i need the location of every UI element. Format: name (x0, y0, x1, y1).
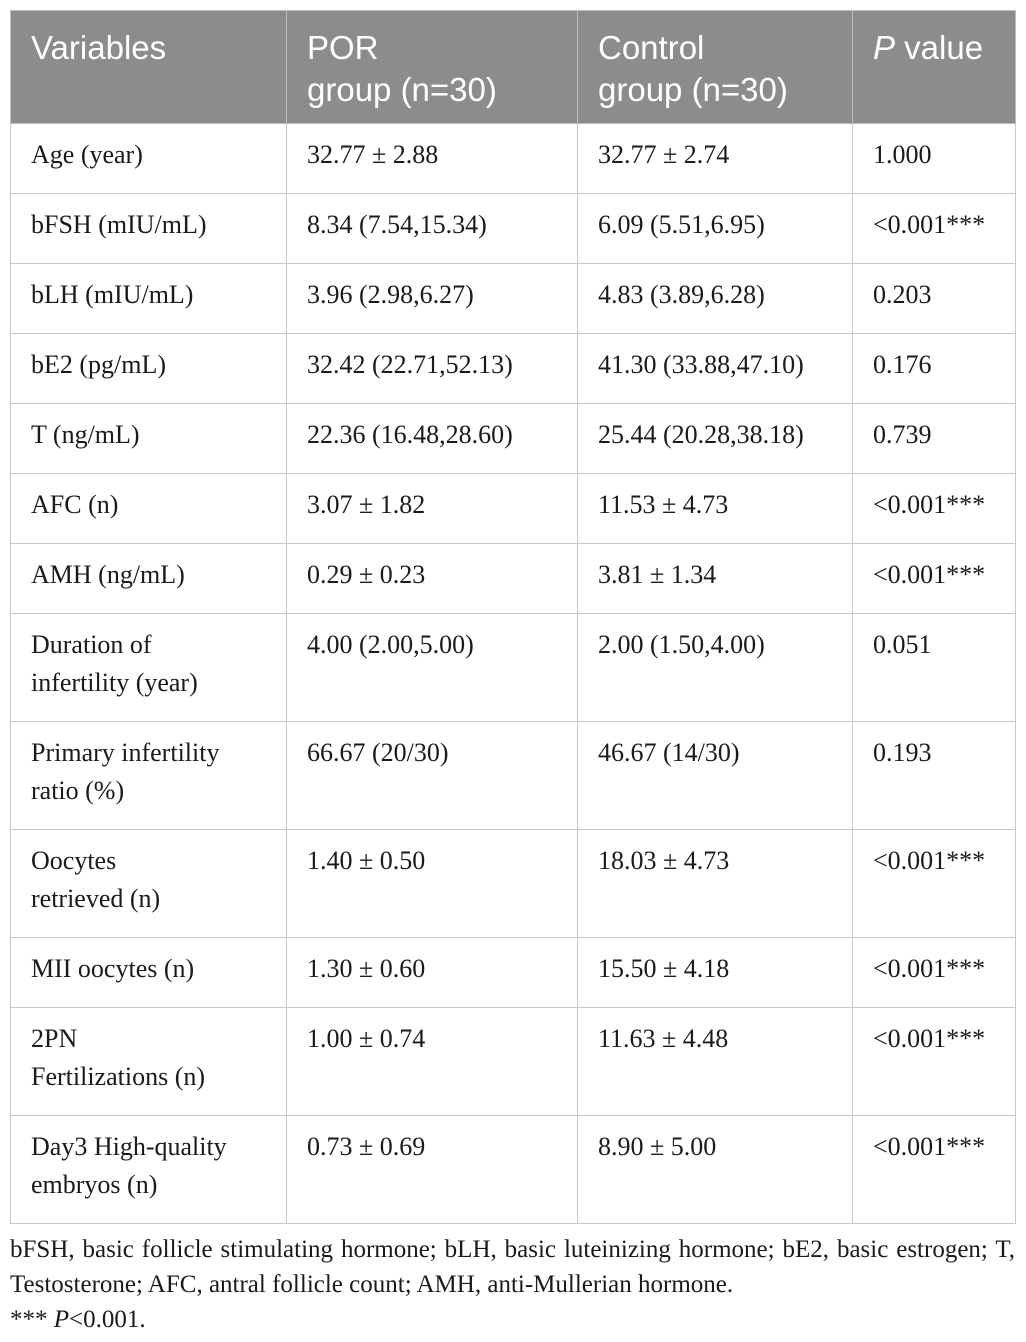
table-row (11, 194, 1016, 264)
cell-variable-line2: ratio (%) (31, 776, 125, 805)
cell-control: 25.44 (20.28,38.18) (578, 404, 853, 474)
cell-variable (11, 1116, 287, 1224)
cell-variable-line1: Duration of (31, 630, 152, 659)
cell-p-value: 0.176 (853, 334, 1016, 404)
cell-variable-line1: Oocytes (31, 846, 117, 875)
table-footnote (10, 1232, 1015, 1337)
cell-por: 8.34 (7.54,15.34) (287, 194, 578, 264)
cell-p-value: 0.051 (853, 614, 1016, 722)
cell-por: 0.73 ± 0.69 (287, 1116, 578, 1224)
cell-control: 6.09 (5.51,6.95) (578, 194, 853, 264)
cell-variable: bFSH (mIU/mL) (11, 194, 287, 264)
cell-control: 3.81 ± 1.34 (578, 544, 853, 614)
cell-control: 4.83 (3.89,6.28) (578, 264, 853, 334)
table-row (11, 1008, 1016, 1116)
cell-p-value: <0.001*** (853, 544, 1016, 614)
cell-variable: AMH (ng/mL) (11, 544, 287, 614)
cell-por: 1.30 ± 0.60 (287, 938, 578, 1008)
cell-por: 3.96 (2.98,6.27) (287, 264, 578, 334)
cell-control: 32.77 ± 2.74 (578, 124, 853, 194)
cell-p-value: 0.739 (853, 404, 1016, 474)
cell-por: 1.40 ± 0.50 (287, 830, 578, 938)
table-row (11, 938, 1016, 1008)
header-control-group (578, 11, 853, 124)
cell-p-value: <0.001*** (853, 938, 1016, 1008)
cell-por: 66.67 (20/30) (287, 722, 578, 830)
header-por-line1: POR (307, 29, 379, 66)
table-row (11, 1116, 1016, 1224)
cell-por: 32.77 ± 2.88 (287, 124, 578, 194)
header-control-line1: Control (598, 29, 705, 66)
cell-por: 4.00 (2.00,5.00) (287, 614, 578, 722)
cell-variable-line2: retrieved (n) (31, 884, 161, 913)
cell-control: 18.03 ± 4.73 (578, 830, 853, 938)
header-por-line2: group (n=30) (307, 71, 497, 108)
cell-por: 32.42 (22.71,52.13) (287, 334, 578, 404)
header-variables (11, 11, 287, 124)
cell-p-value: <0.001*** (853, 1116, 1016, 1224)
table-row (11, 124, 1016, 194)
cell-variable: bE2 (pg/mL) (11, 334, 287, 404)
cell-variable (11, 614, 287, 722)
cell-variable-line2: infertility (year) (31, 668, 198, 697)
footnote-significance-rest: <0.001. (69, 1306, 146, 1333)
cell-control: 41.30 (33.88,47.10) (578, 334, 853, 404)
footnote-abbreviations: bFSH, basic follicle stimulating hormone; bLH, basic luteinizing hormone; bE2, basic estrogen; T, Testosterone; AFC, antral follicle count; AMH, anti-Mullerian hormone. (10, 1236, 1015, 1298)
footnote-significance-marker: *** (10, 1306, 54, 1333)
cell-variable (11, 830, 287, 938)
cell-control: 2.00 (1.50,4.00) (578, 614, 853, 722)
cell-variable: bLH (mIU/mL) (11, 264, 287, 334)
cell-variable (11, 722, 287, 830)
table-row (11, 722, 1016, 830)
table-row (11, 544, 1016, 614)
cell-variable: T (ng/mL) (11, 404, 287, 474)
cell-p-value: <0.001*** (853, 474, 1016, 544)
results-table (10, 10, 1016, 1224)
header-control-line2: group (n=30) (598, 71, 788, 108)
cell-control: 15.50 ± 4.18 (578, 938, 853, 1008)
cell-variable: MII oocytes (n) (11, 938, 287, 1008)
cell-p-value: <0.001*** (853, 194, 1016, 264)
header-p-italic: P (873, 29, 896, 66)
header-p-value (853, 11, 1016, 124)
cell-por: 0.29 ± 0.23 (287, 544, 578, 614)
cell-p-value: 0.203 (853, 264, 1016, 334)
cell-variable (11, 1008, 287, 1116)
cell-p-value: <0.001*** (853, 1008, 1016, 1116)
cell-variable: Age (year) (11, 124, 287, 194)
table-row (11, 830, 1016, 938)
table-row (11, 404, 1016, 474)
cell-p-value: 1.000 (853, 124, 1016, 194)
cell-control: 46.67 (14/30) (578, 722, 853, 830)
footnote-significance-p: P (53, 1306, 70, 1333)
cell-p-value: <0.001*** (853, 830, 1016, 938)
cell-variable-line2: Fertilizations (n) (31, 1062, 206, 1091)
table-row (11, 614, 1016, 722)
table-header-row (11, 11, 1016, 124)
header-por-group (287, 11, 578, 124)
header-p-rest: value (895, 29, 984, 66)
cell-variable-line1: Day3 High-quality (31, 1132, 227, 1161)
table-row (11, 334, 1016, 404)
cell-variable: AFC (n) (11, 474, 287, 544)
cell-variable-line1: Primary infertility (31, 738, 220, 767)
cell-control: 11.53 ± 4.73 (578, 474, 853, 544)
cell-variable-line2: embryos (n) (31, 1170, 158, 1199)
cell-control: 11.63 ± 4.48 (578, 1008, 853, 1116)
table-row (11, 264, 1016, 334)
cell-variable-line1: 2PN (31, 1024, 78, 1053)
table-row (11, 474, 1016, 544)
cell-control: 8.90 ± 5.00 (578, 1116, 853, 1224)
results-table-container (10, 10, 1015, 1224)
header-variables-label: Variables (31, 29, 167, 66)
cell-por: 22.36 (16.48,28.60) (287, 404, 578, 474)
cell-p-value: 0.193 (853, 722, 1016, 830)
cell-por: 1.00 ± 0.74 (287, 1008, 578, 1116)
cell-por: 3.07 ± 1.82 (287, 474, 578, 544)
footnote-significance (10, 1302, 1015, 1337)
